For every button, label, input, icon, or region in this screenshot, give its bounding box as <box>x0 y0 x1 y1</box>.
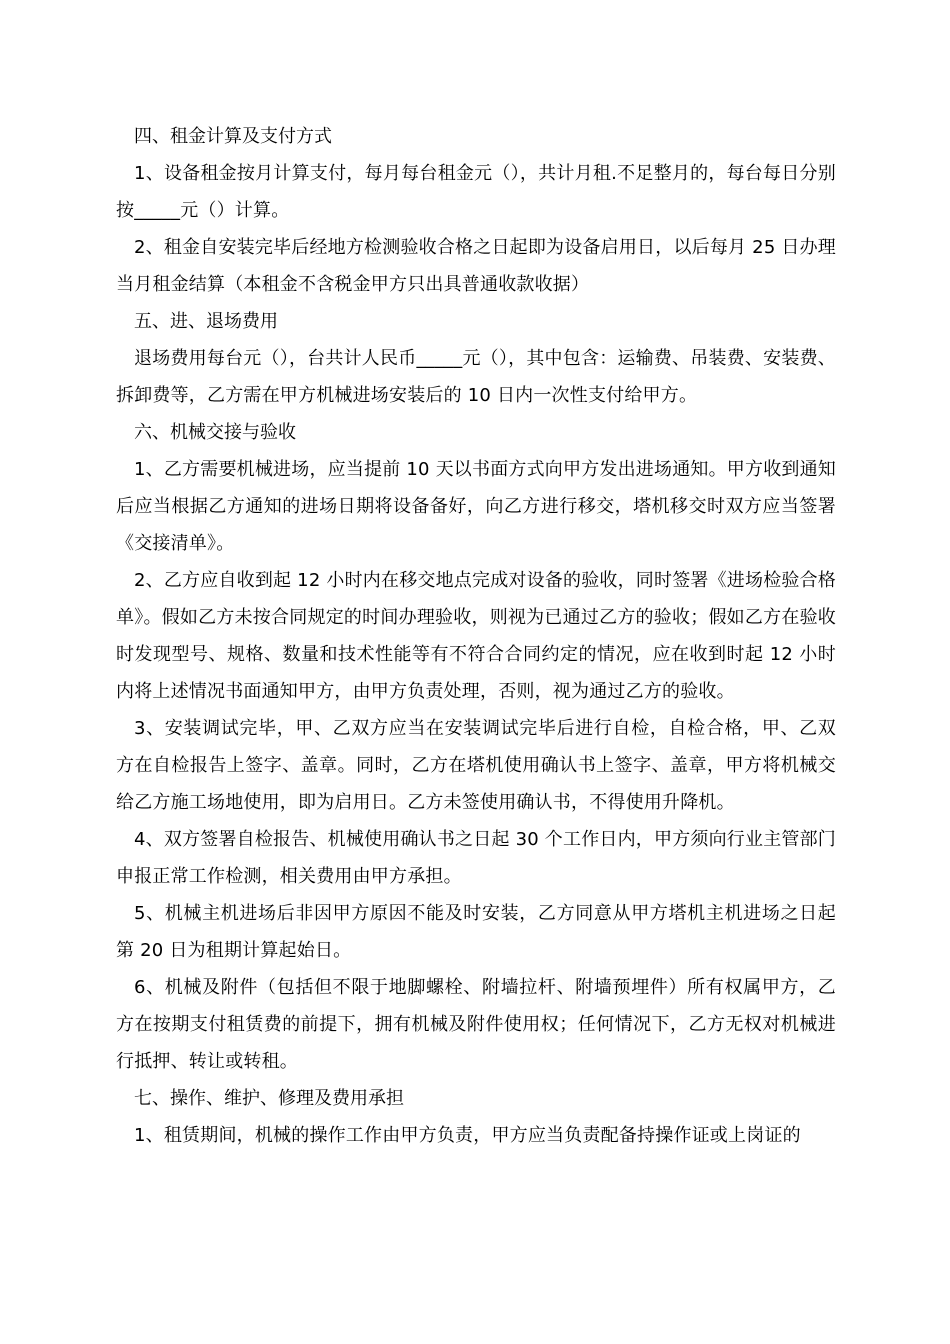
paragraph-handover-1: 1、乙方需要机械进场，应当提前 10 天以书面方式向甲方发出进场通知。甲方收到通知后应当根据乙方通知的进场日期将设备备好，向乙方进行移交，塔机移交时双方应当签署《交接清单》。 <box>116 459 836 554</box>
section-heading-rent: 四、租金计算及支付方式 <box>134 126 332 147</box>
paragraph-rent-1: 1、设备租金按月计算支付，每月每台租金元（），共计月租.不足整月的，每台每日分别按_____元（）计算。 <box>116 163 836 221</box>
paragraph-operation-1: 1、租赁期间，机械的操作工作由甲方负责，甲方应当负责配备持操作证或上岗证的 <box>134 1125 801 1146</box>
paragraph-handover-5: 5、机械主机进场后非因甲方原因不能及时安装，乙方同意从甲方塔机主机进场之日起第 20 日为租期计算起始日。 <box>116 903 836 961</box>
paragraph-handover-3: 3、安装调试完毕，甲、乙双方应当在安装调试完毕后进行自检，自检合格，甲、乙双方在自检报告上签字、盖章。同时，乙方在塔机使用确认书上签字、盖章，甲方将机械交给乙方施工场地使用，即为启用日。乙方未签使用确认书，不得使用升降机。 <box>116 718 836 813</box>
section-heading-entry-exit-fee: 五、进、退场费用 <box>134 311 278 332</box>
section-heading-operation: 七、操作、维护、修理及费用承担 <box>134 1088 404 1109</box>
paragraph-rent-2: 2、租金自安装完毕后经地方检测验收合格之日起即为设备启用日，以后每月 25 日办理当月租金结算（本租金不含税金甲方只出具普通收款收据） <box>116 237 836 295</box>
paragraph-handover-2: 2、乙方应自收到起 12 小时内在移交地点完成对设备的验收，同时签署《进场检验合格单》。假如乙方未按合同规定的时间办理验收，则视为已通过乙方的验收；假如乙方在验收时发现型号、规格、数量和技术性能等有不符合合同约定的情况，应在收到时起 12 小时内将上述情况书面通知甲方，由甲方负责处理，否则，视为通过乙方的验收。 <box>116 570 836 702</box>
paragraph-exit-fee: 退场费用每台元（），台共计人民币_____元（），其中包含：运输费、吊装费、安装费、拆卸费等，乙方需在甲方机械进场安装后的 10 日内一次性支付给甲方。 <box>116 348 836 406</box>
section-heading-handover: 六、机械交接与验收 <box>134 422 296 443</box>
document-body <box>116 118 836 1154</box>
paragraph-handover-4: 4、双方签署自检报告、机械使用确认书之日起 30 个工作日内，甲方须向行业主管部门申报正常工作检测，相关费用由甲方承担。 <box>116 829 836 887</box>
paragraph-handover-6: 6、机械及附件（包括但不限于地脚螺栓、附墙拉杆、附墙预埋件）所有权属甲方，乙方在按期支付租赁费的前提下，拥有机械及附件使用权；任何情况下，乙方无权对机械进行抵押、转让或转租。 <box>116 977 836 1072</box>
